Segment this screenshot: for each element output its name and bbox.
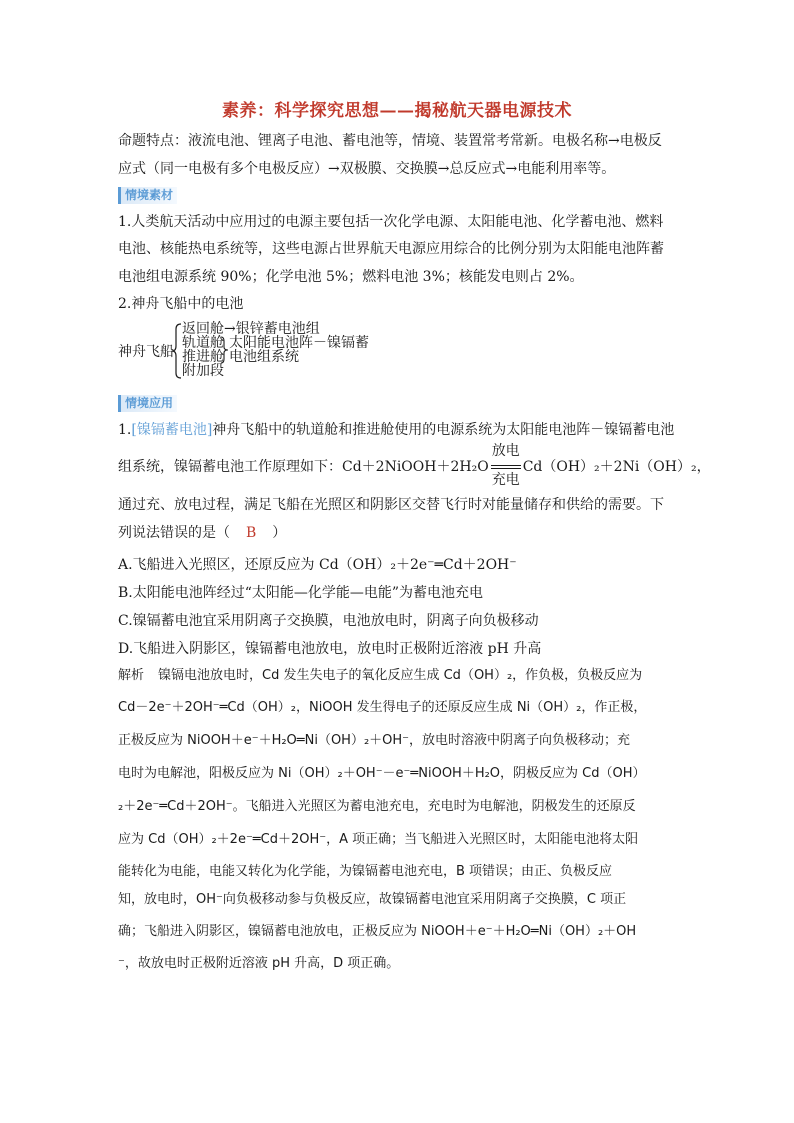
explanation-line-10: ⁻，故放电时正极附近溶液 pH 升高，D 项正确。 <box>118 956 400 971</box>
page-title: 素养：科学探究思想——揭秘航天器电源技术 <box>222 101 572 121</box>
equation-right: Cd（OH）₂＋2Ni（OH）₂， <box>522 459 711 475</box>
diagram-shared-line-1: 太阳能电池阵－镍镉蓄 <box>229 335 369 351</box>
explanation-line-8: 知，放电时，OH⁻向负极移动参与负极反应，故镍镉蓄电池宜采用阴离子交换膜，C 项正 <box>118 892 627 907</box>
answer-mark: B <box>246 525 257 541</box>
explanation-line-7: 能转化为电能，电能又转化为化学能，为镍镉蓄电池充电，B 项错误；由正、负极反应 <box>118 864 613 879</box>
option-c: C.镍镉蓄电池宜采用阴离子交换膜，电池放电时，阴离子向负极移动 <box>118 613 539 629</box>
right-brace-icon <box>221 336 229 364</box>
material-p1-line-2: 电池、核能热电系统等，这些电源占世界航天电源应用综合的比例分别为太阳能电池阵蓄 <box>118 241 664 257</box>
section-tag-material: 情境素材 <box>118 187 177 204</box>
explanation-line-1 <box>118 668 642 684</box>
explanation-line-3: 正极反应为 NiOOH＋e⁻＋H₂O═Ni（OH）₂＋OH⁻，放电时溶液中阴离子向负极移动；充 <box>118 733 631 748</box>
eq-discharge-label: 放电 <box>491 443 520 459</box>
equation-left: 组系统，镍镉蓄电池工作原理如下：Cd＋2NiOOH＋2H₂O <box>118 459 489 475</box>
diagram-shared-line-2: 电池组系统 <box>229 349 299 365</box>
eq-line-bottom <box>491 468 521 469</box>
question-line-4 <box>118 524 286 542</box>
diagram-item-additional: 附加段 <box>182 363 224 379</box>
question-line-3: 通过充、放电过程，满足飞船在光照区和阴影区交替飞行时对能量储存和供给的需要。下 <box>118 497 664 513</box>
option-d: D.飞船进入阴影区，镍镉蓄电池放电，放电时正极附近溶液 pH 升高 <box>118 641 542 657</box>
intro-line-2: 应式（同一电极有多个电极反应）→双极膜、交换膜→总反应式→电能利用率等。 <box>118 161 616 177</box>
explanation-label: 解析 <box>118 668 145 683</box>
explanation-line-9: 确；飞船进入阴影区，镍镉蓄电池放电，正极反应为 NiOOH＋e⁻＋H₂O═Ni（OH）₂＋OH <box>118 924 637 939</box>
section-tag-application: 情境应用 <box>118 395 177 412</box>
material-p2: 2.神舟飞船中的电池 <box>118 296 244 312</box>
question-stem-end: 列说法错误的是（ <box>118 525 230 541</box>
explanation-line-5: ₂＋2e⁻═Cd＋2OH⁻。飞船进入光照区为蓄电池充电，充电时为电解池，阴极发生的还原反 <box>118 799 636 814</box>
question-source: [镍镉蓄电池] <box>131 422 213 438</box>
material-p1-line-1: 1.人类航天活动中应用过的电源主要包括一次化学电源、太阳能电池、化学蓄电池、燃料 <box>118 214 664 230</box>
eq-charge-label: 充电 <box>491 472 520 488</box>
diagram-item-propulsion: 推进舱 <box>182 349 224 365</box>
question-line-1 <box>118 421 674 439</box>
left-brace-icon <box>172 323 182 379</box>
option-b: B.太阳能电池阵经过“太阳能—化学能—电能”为蓄电池充电 <box>118 585 484 601</box>
explanation-line-4: 电时为电解池，阳极反应为 Ni（OH）₂＋OH⁻－e⁻═NiOOH＋H₂O，阴极反应为 Cd（OH） <box>118 766 646 781</box>
question-paren-close: ） <box>272 525 287 541</box>
diagram-item-orbital: 轨道舱 <box>182 335 224 351</box>
diagram-root: 神舟飞船 <box>118 344 174 360</box>
question-line-2 <box>118 443 711 488</box>
question-number: 1. <box>118 422 132 438</box>
explanation-text: 镍镉电池放电时，Cd 发生失电子的氧化反应生成 Cd（OH）₂，作负极，负极反应为 <box>158 668 643 683</box>
diagram-item-return: 返回舱→银锌蓄电池组 <box>182 321 320 337</box>
reversible-arrow <box>491 443 521 488</box>
intro-line-1: 命题特点：液流电池、锂离子电池、蓄电池等，情境、装置常考常新。电极名称→电极反 <box>118 133 662 149</box>
explanation-line-6: 应为 Cd（OH）₂＋2e⁻═Cd＋2OH⁻，A 项正确；当飞船进入光照区时，太阳能电池将太阳 <box>118 832 639 847</box>
eq-line-top <box>491 465 521 466</box>
question-text-1: 神舟飞船中的轨道舱和推进舱使用的电源系统为太阳能电池阵－镍镉蓄电池 <box>212 422 675 438</box>
option-a: A.飞船进入光照区，还原反应为 Cd（OH）₂＋2e⁻═Cd＋2OH⁻ <box>118 557 517 573</box>
material-p1-line-3: 电池组电源系统 90%；化学电池 5%；燃料电池 3%；核能发电则占 2%。 <box>118 269 584 285</box>
explanation-line-2: Cd－2e⁻＋2OH⁻═Cd（OH）₂，NiOOH 发生得电子的还原反应生成 Ni（OH）₂，作正极， <box>118 700 647 715</box>
